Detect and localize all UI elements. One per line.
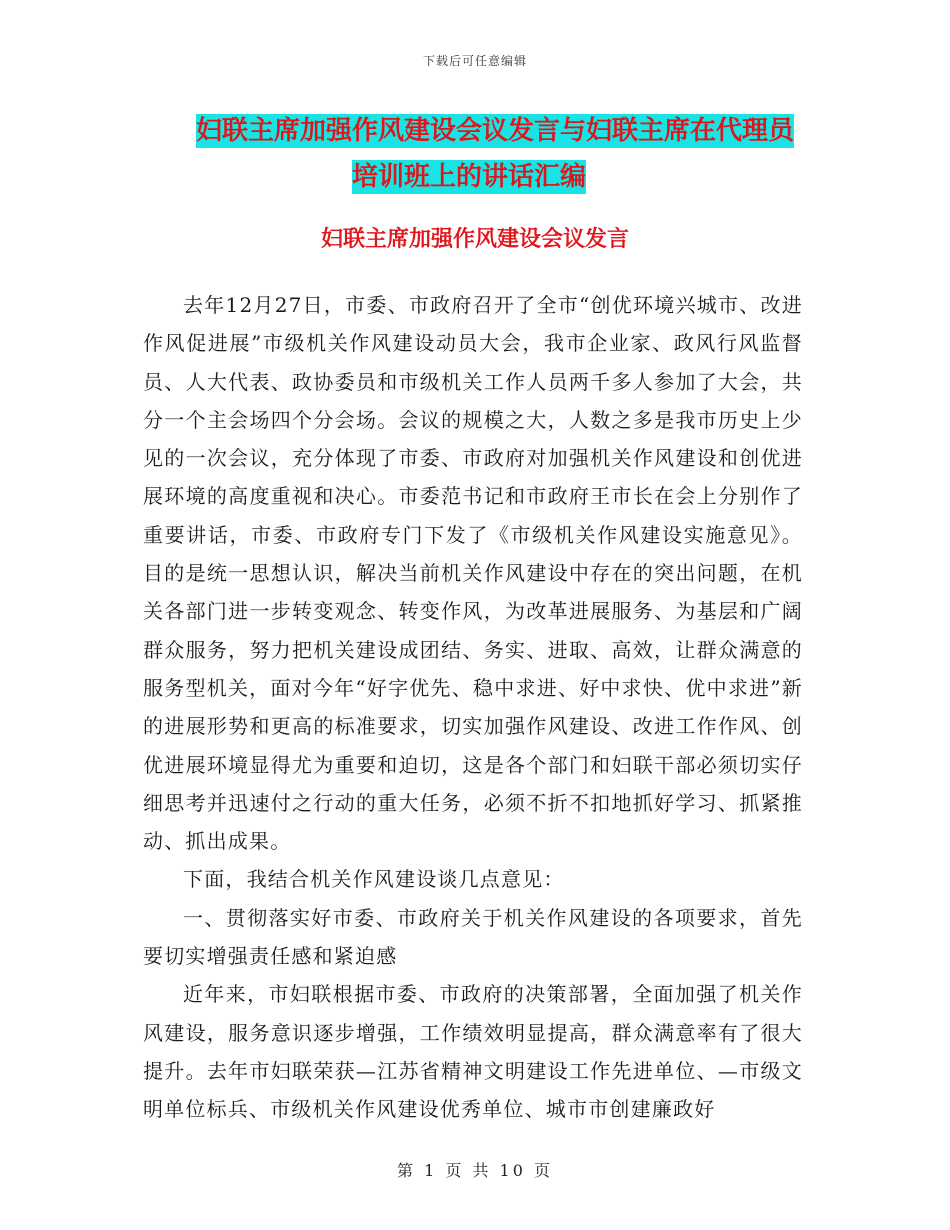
page-number-footer: 第 1 页 共 10 页 — [397, 1161, 553, 1180]
paragraph: 一、贯彻落实好市委、市政府关于机关作风建设的各项要求，首先要切实增强责任感和紧迫感 — [143, 905, 803, 969]
document-title — [0, 108, 950, 200]
paragraph: 下面，我结合机关作风建设谈几点意见： — [183, 867, 565, 892]
section-title: 妇联主席加强作风建设会议发言 — [320, 227, 629, 252]
title-line-2: 培训班上的讲话汇编 — [351, 162, 586, 192]
page-header-note: 下载后可任意编辑 — [422, 54, 527, 68]
paragraph: 去年12月27日，市委、市政府召开了全市“创优环境兴城市、改进作风促进展”市级机关作风建设动员大会，我市企业家、政风行风监督员、人大代表、政协委员和市级机关工作人员两千多人参加了大会，共分一个主会场四个分会场。会议的规模之大，人数之多是我市历史上少见的一次会议，充分体现了市委、市政府对加强机关作风建设和创优进展环境的高度重视和决心。市委范书记和市政府王市长在会上分别作了重要讲话，市委、市政府专门下发了《市级机关作风建设实施意见》。目的是统一思想认识，解决当前机关作风建设中存在的突出问题，在机关各部门进一步转变观念、转变作风，为改革进展服务、为基层和广阔群众服务，努力把机关建设成团结、务实、进取、高效，让群众满意的服务型机关，面对今年“好字优先、稳中求进、好中求快、优中求进”新的进展形势和更高的标准要求，切实加强作风建设、改进工作作风、创优进展环境显得尤为重要和迫切，这是各个部门和妇联干部必须切实仔细思考并迅速付之行动的重大任务，必须不折不扣地抓好学习、抓紧推动、抓出成果。 — [143, 293, 803, 854]
title-line-1: 妇联主席加强作风建设会议发言与妇联主席在代理员 — [195, 116, 794, 146]
document-body — [143, 286, 803, 1129]
paragraph: 近年来，市妇联根据市委、市政府的决策部署，全面加强了机关作风建设，服务意识逐步增强，工作绩效明显提高，群众满意率有了很大提升。去年市妇联荣获—江苏省精神文明建设工作先进单位、—市级文明单位标兵、市级机关作风建设优秀单位、城市市创建廉政好 — [143, 982, 803, 1122]
